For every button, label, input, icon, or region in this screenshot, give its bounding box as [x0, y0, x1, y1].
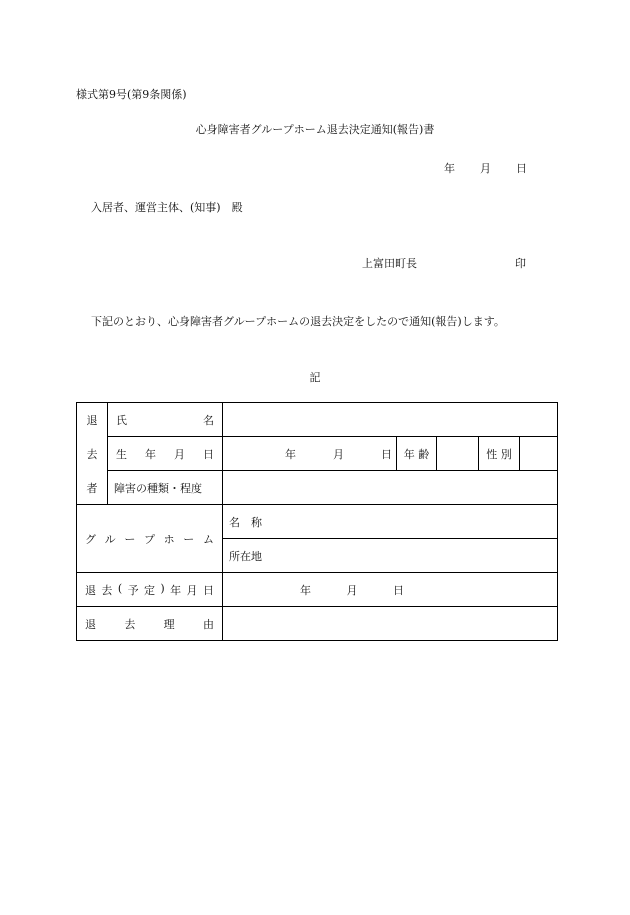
leave-date-row: [77, 573, 558, 607]
name-label: 氏 名: [108, 403, 223, 437]
addressee: 入居者、運営主体、(知事) 殿: [91, 201, 243, 214]
birth-date-value[interactable]: 年 月 日: [223, 437, 397, 471]
gh-address-label: 所在地: [229, 549, 262, 563]
form-number: 様式第9号(第9条関係): [76, 88, 187, 101]
disability-label: 障害の種類・程度: [108, 471, 223, 505]
leaver-label: [77, 403, 108, 505]
body-text: 下記のとおり、心身障害者グループホームの退去決定をしたので通知(報告)します。: [91, 315, 505, 328]
age-label: 年 齢: [397, 437, 437, 471]
birth-label: 生 年 月 日: [108, 437, 223, 471]
leaver-char: 者: [86, 481, 98, 495]
birth-row: [77, 437, 558, 471]
reason-value[interactable]: [223, 607, 558, 641]
name-value[interactable]: [223, 403, 558, 437]
ki-heading: 記: [309, 371, 321, 384]
date-month: 月: [480, 162, 491, 175]
date-year: 年: [444, 162, 455, 175]
disability-value[interactable]: [223, 471, 558, 505]
sender-name: 上富田町長: [362, 257, 417, 270]
reason-row: [77, 607, 558, 641]
leaver-char: 退: [86, 413, 98, 427]
sex-value[interactable]: [520, 437, 558, 471]
gh-name-field[interactable]: [223, 505, 558, 539]
gh-address-field[interactable]: [223, 539, 558, 573]
group-home-label: グ ル ー プ ホ ー ム: [77, 505, 223, 573]
age-value[interactable]: [437, 437, 479, 471]
gh-name-label: 名 称: [229, 515, 262, 529]
seal-mark: 印: [515, 257, 526, 270]
report-table: [76, 402, 558, 641]
date-day: 日: [516, 162, 527, 175]
name-row: [77, 403, 558, 437]
sex-label: 性 別: [479, 437, 520, 471]
document-title: 心身障害者グループホーム退去決定通知(報告)書: [195, 123, 435, 136]
leave-date-label: 退 去 ( 予 定 ) 年 月 日: [77, 573, 223, 607]
disability-row: [77, 471, 558, 505]
leave-date-value[interactable]: 年 月 日: [223, 573, 558, 607]
leaver-char: 去: [86, 447, 98, 461]
gh-name-row: [77, 505, 558, 539]
reason-label: 退 去 理 由: [77, 607, 223, 641]
